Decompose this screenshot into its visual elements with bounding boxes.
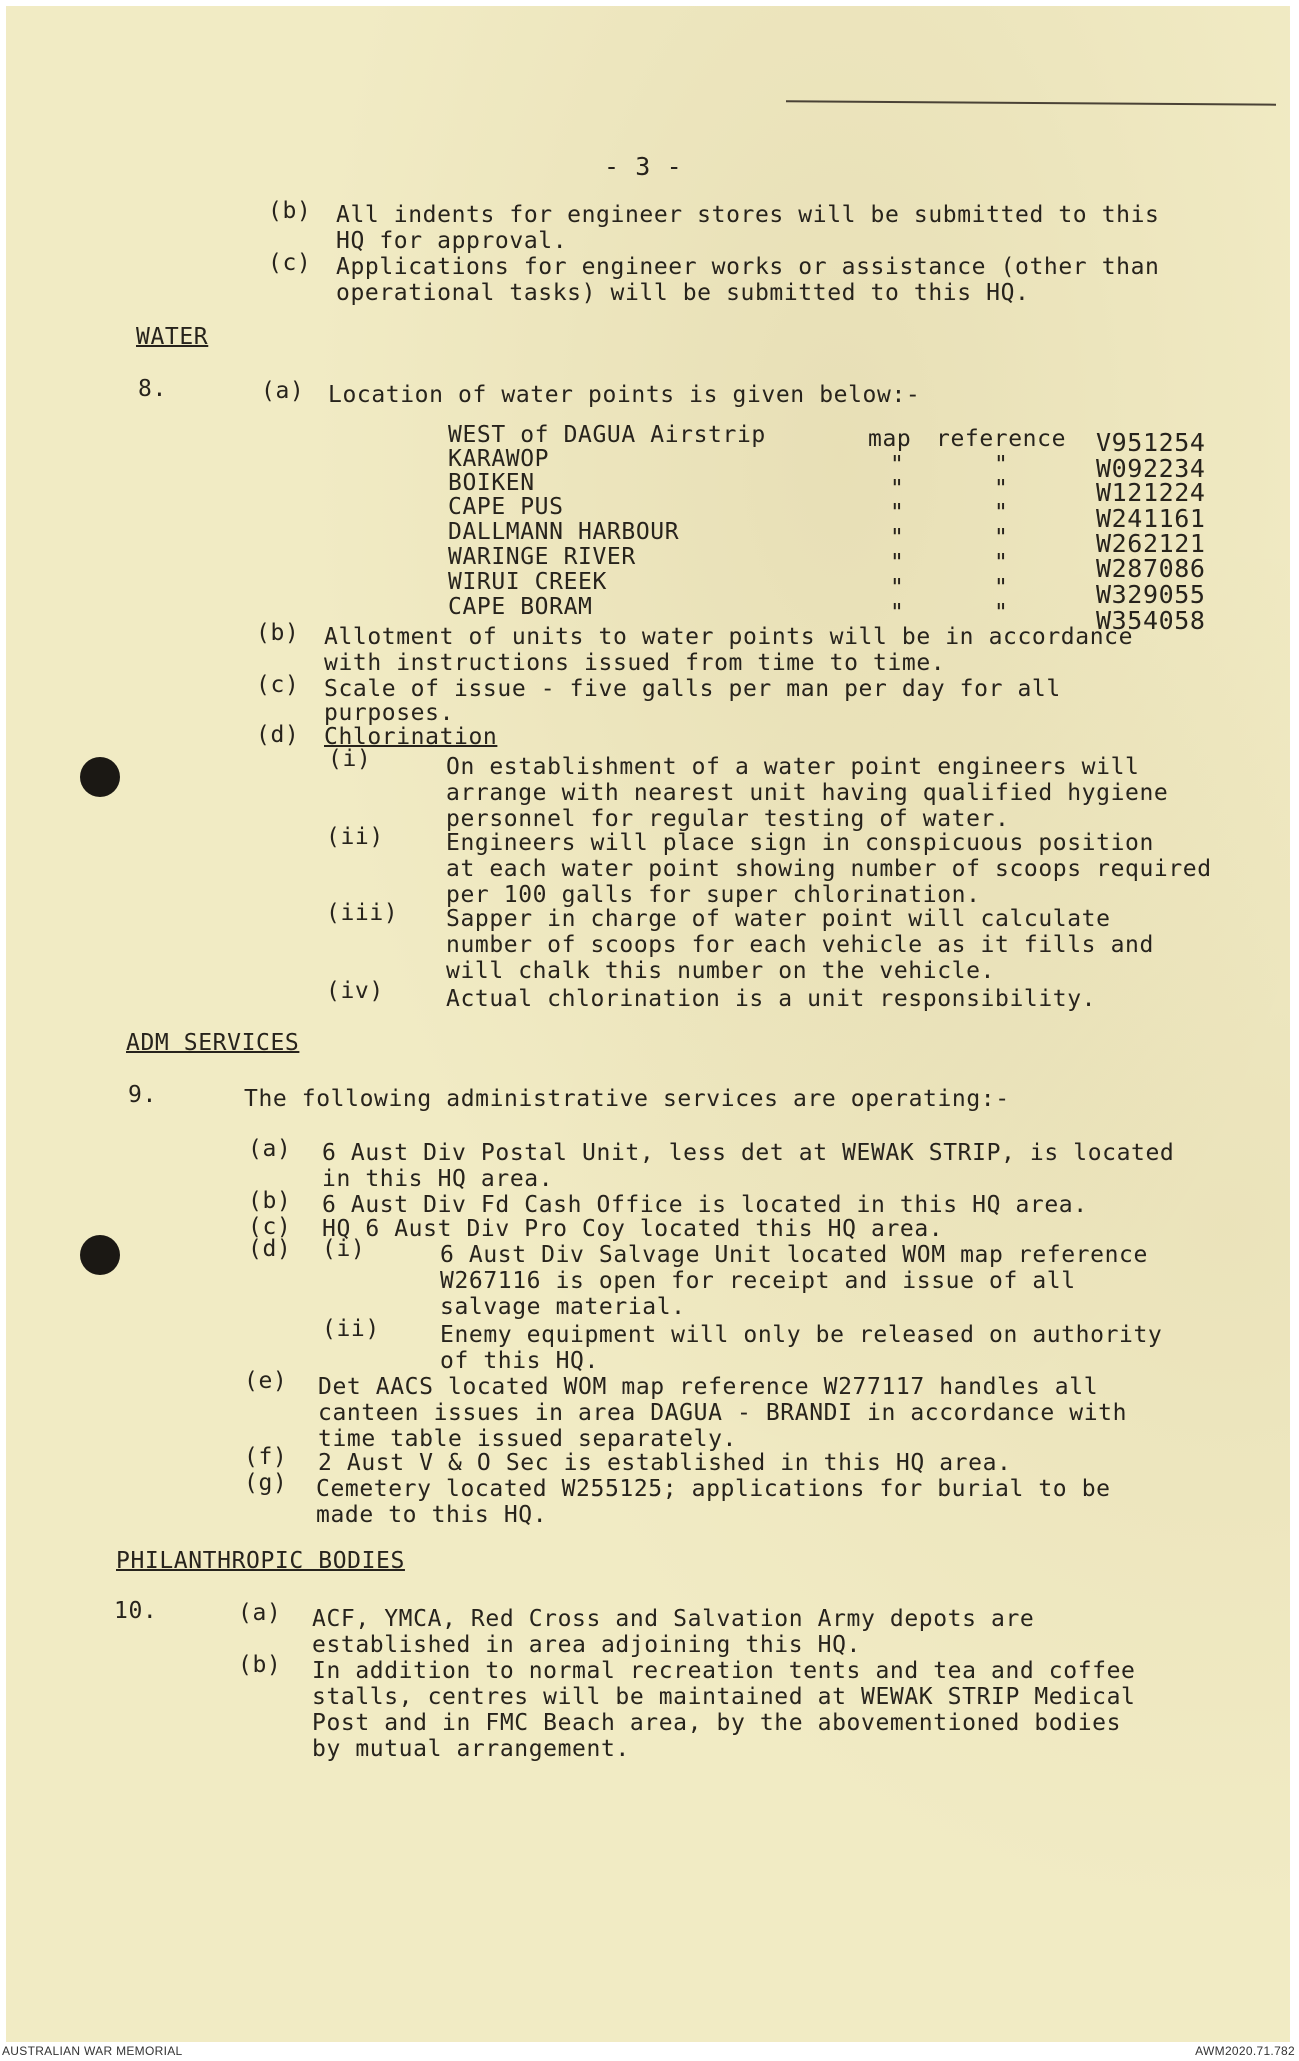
phil-a-marker: (a) [238,1600,282,1626]
water-point-col1: map [868,426,912,452]
adm-d-i-line1: 6 Aust Div Salvage Unit located WOM map reference [440,1242,1148,1268]
water-a-text: Location of water points is given below:- [328,382,921,408]
document-page [6,6,1290,2042]
punch-hole-top [80,757,120,797]
phil-number: 10. [114,1598,158,1624]
water-d-ii-line3: per 100 galls for super chlorination. [446,882,981,908]
water-c-marker: (c) [256,672,300,698]
water-a-marker: (a) [261,378,305,404]
water-point-col1: " [890,476,905,502]
adm-e-line1: Det AACS located WOM map reference W277117 handles all [318,1374,1099,1400]
adm-d-ii-line2: of this HQ. [440,1348,599,1374]
water-d-ii-line2: at each water point showing number of scoops required [446,856,1212,882]
page-number: - 3 - [604,152,683,181]
adm-b-line1: 6 Aust Div Fd Cash Office is located in this HQ area. [322,1192,1088,1218]
intro-c-line1: Applications for engineer works or assistance (other than [336,254,1160,280]
adm-g-marker: (g) [244,1470,288,1496]
adm-d-ii-marker: (ii) [322,1316,380,1342]
phil-b-line1: In addition to normal recreation tents and tea and coffee [312,1658,1136,1684]
adm-d-i-marker: (i) [322,1236,366,1262]
water-point-col2: reference [936,426,1067,452]
adm-d-i-line3: salvage material. [440,1294,686,1320]
water-point-col1: " [890,575,905,601]
water-point-col2: " [994,575,1009,601]
adm-number: 9. [128,1082,157,1108]
water-point-ref: V951254 [1096,428,1206,457]
water-heading: WATER [136,324,209,350]
water-point-col1: " [890,500,905,526]
water-d-heading: Chlorination [324,724,498,750]
top-edge-line [786,100,1276,105]
water-point-ref: W354058 [1096,606,1206,635]
water-d-i-marker: (i) [328,746,372,772]
phil-b-line4: by mutual arrangement. [312,1736,630,1762]
water-point-name: WIRUI CREEK [448,569,607,595]
phil-a-line1: ACF, YMCA, Red Cross and Salvation Army depots are [312,1606,1035,1632]
water-d-iii-marker: (iii) [326,900,399,926]
phil-b-line3: Post and in FMC Beach area, by the abovementioned bodies [312,1710,1122,1736]
water-point-name: BOIKEN [448,470,535,496]
water-b-line2: with instructions issued from time to time. [324,650,946,676]
adm-g-line1: Cemetery located W255125; applications for burial to be [316,1476,1111,1502]
water-point-col2: " [994,600,1009,626]
intro-c-marker: (c) [268,250,312,276]
water-point-ref: W241161 [1096,504,1206,533]
adm-heading: ADM SERVICES [126,1030,300,1056]
water-b-marker: (b) [256,620,300,646]
adm-b-marker: (b) [248,1188,292,1214]
phil-heading: PHILANTHROPIC BODIES [116,1548,405,1574]
water-point-col1: " [890,525,905,551]
water-point-col1: " [890,452,905,478]
water-point-col2: " [994,500,1009,526]
intro-b-marker: (b) [268,198,312,224]
water-b-line1: Allotment of units to water points will be in accordance [324,624,1134,650]
phil-b-line2: stalls, centres will be maintained at WEWAK STRIP Medical [312,1684,1136,1710]
water-point-ref: W329055 [1096,580,1206,609]
water-point-col1: " [890,550,905,576]
water-point-ref: W121224 [1096,478,1206,507]
adm-c-line1: HQ 6 Aust Div Pro Coy located this HQ area. [322,1216,944,1242]
water-d-ii-line1: Engineers will place sign in conspicuous position [446,830,1154,856]
intro-b-line1: All indents for engineer stores will be submitted to this [336,202,1160,228]
water-d-iv-marker: (iv) [326,978,384,1004]
adm-f-marker: (f) [244,1444,288,1470]
water-d-iii-line1: Sapper in charge of water point will calculate [446,906,1111,932]
water-d-marker: (d) [256,722,300,748]
punch-hole-bottom [80,1235,120,1275]
water-number: 8. [138,376,167,402]
water-point-col2: " [994,452,1009,478]
water-point-col2: " [994,525,1009,551]
water-d-i-line3: personnel for regular testing of water. [446,806,1010,832]
footer-archive-name: AUSTRALIAN WAR MEMORIAL [2,2044,183,2058]
intro-c-line2: operational tasks) will be submitted to this HQ. [336,280,1030,306]
water-point-name: DALLMANN HARBOUR [448,519,680,545]
water-point-ref: W092234 [1096,454,1206,483]
water-c-line1: Scale of issue - five galls per man per day for all [324,676,1061,702]
water-d-i-line1: On establishment of a water point engineers will [446,754,1140,780]
adm-e-line2: canteen issues in area DAGUA - BRANDI in accordance with [318,1400,1128,1426]
adm-d-marker: (d) [248,1236,292,1262]
adm-g-line2: made to this HQ. [316,1502,548,1528]
water-point-col2: " [994,550,1009,576]
water-point-name: WEST of DAGUA Airstrip [448,422,766,448]
water-c-line2: purposes. [324,700,455,726]
water-point-ref: W287086 [1096,554,1206,583]
adm-e-line3: time table issued separately. [318,1426,737,1452]
phil-a-line2: established in area adjoining this HQ. [312,1632,861,1658]
water-point-name: CAPE PUS [448,494,564,520]
adm-a-marker: (a) [248,1136,292,1162]
adm-e-marker: (e) [244,1368,288,1394]
water-d-ii-marker: (ii) [326,824,384,850]
water-point-col1: " [890,600,905,626]
adm-f-line1: 2 Aust V & O Sec is established in this HQ area. [318,1450,1012,1476]
water-d-iii-line3: will chalk this number on the vehicle. [446,958,995,984]
water-point-name: KARAWOP [448,446,550,472]
adm-a-line1: 6 Aust Div Postal Unit, less det at WEWAK STRIP, is located [322,1140,1175,1166]
water-d-iv-line1: Actual chlorination is a unit responsibility. [446,986,1097,1012]
adm-d-i-line2: W267116 is open for receipt and issue of all [440,1268,1076,1294]
adm-c-marker: (c) [248,1214,292,1240]
adm-intro: The following administrative services are operating:- [244,1086,1010,1112]
phil-b-marker: (b) [238,1652,282,1678]
water-d-i-line2: arrange with nearest unit having qualified hygiene [446,780,1169,806]
footer-archive-id: AWM2020.71.782 [1195,2044,1295,2058]
water-d-iii-line2: number of scoops for each vehicle as it fills and [446,932,1154,958]
adm-d-ii-line1: Enemy equipment will only be released on authority [440,1322,1163,1348]
water-point-col2: " [994,476,1009,502]
water-point-name: WARINGE RIVER [448,544,636,570]
water-point-name: CAPE BORAM [448,594,593,620]
adm-a-line2: in this HQ area. [322,1166,554,1192]
intro-b-line2: HQ for approval. [336,228,568,254]
water-point-ref: W262121 [1096,529,1206,558]
